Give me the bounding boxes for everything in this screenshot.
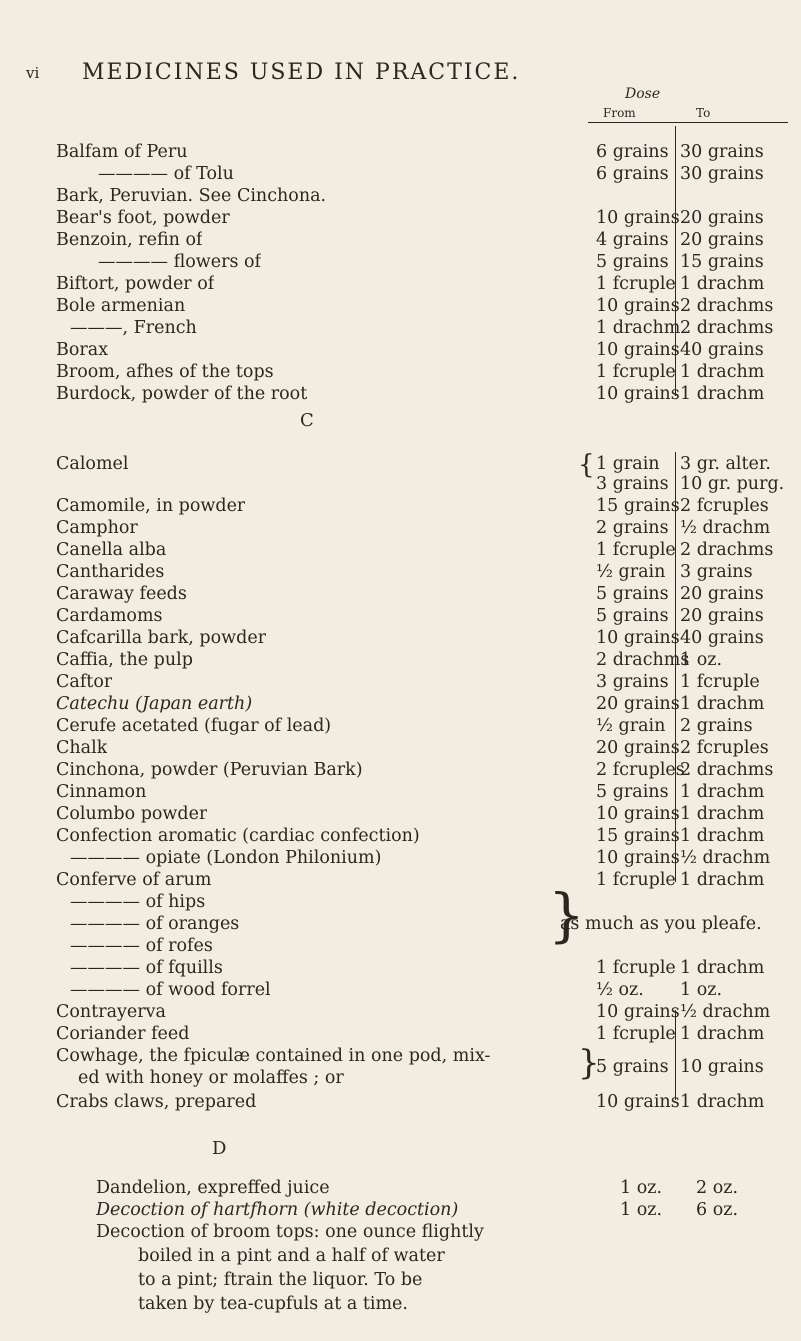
table-row (0, 184, 801, 208)
dose-from: 15 grains (596, 496, 680, 516)
medicine-name: Cerufe acetated (fugar of lead) (56, 716, 332, 736)
page-number: vi (26, 64, 40, 82)
dose-from: 5 grains (596, 1057, 669, 1077)
from-column-header: From (603, 106, 636, 120)
medicine-name: Crabs claws, prepared (56, 1092, 257, 1112)
medicine-name: ———— flowers of (98, 252, 262, 272)
dose-from: 20 grains (596, 694, 680, 714)
medicine-name: Caraway feeds (56, 584, 187, 604)
section-letter-c: C (300, 410, 314, 431)
table-row (0, 206, 801, 230)
dose-from: 15 grains (596, 826, 680, 846)
medicine-name: ———, French (70, 318, 197, 338)
dose-from: 6 grains (596, 164, 669, 184)
dose-to: 3 grains (680, 562, 753, 582)
dose-from: 10 grains (596, 1002, 680, 1022)
dose-from: 10 grains (596, 340, 680, 360)
medicine-name: Catechu (Japan earth) (56, 694, 253, 714)
dose-to: ½ drachm (680, 518, 771, 538)
table-row (0, 360, 801, 384)
table-row (0, 1198, 801, 1222)
decoction-broom-note (96, 1220, 484, 1316)
table-row (0, 648, 801, 672)
medicine-name: Biftort, powder of (56, 274, 215, 294)
table-row (0, 934, 801, 958)
dose-from: 5 grains (596, 606, 669, 626)
table-row (0, 162, 801, 186)
dose-from: 1 grain (596, 454, 660, 474)
dose-to: 1 drachm (680, 274, 765, 294)
table-row (0, 316, 801, 340)
medicine-name: Canella alba (56, 540, 167, 560)
dose-to: 1 drachm (680, 870, 765, 890)
dose-to: 2 fcruples (680, 496, 769, 516)
table-row (0, 538, 801, 562)
dose-to: 1 drachm (680, 1024, 765, 1044)
table-row (0, 978, 801, 1002)
dose-from: 10 grains (596, 296, 680, 316)
dose-to: ½ drachm (680, 848, 771, 868)
dose-to: 30 grains (680, 142, 764, 162)
dose-to: 20 grains (680, 606, 764, 626)
medicine-name: Decoction of hartfhorn (white decoction) (96, 1200, 459, 1220)
dose-from: 4 grains (596, 230, 669, 250)
dose-from: ½ oz. (596, 980, 644, 1000)
dose-from: 10 grains (596, 1092, 680, 1112)
table-row (0, 604, 801, 628)
table-row (0, 846, 801, 870)
table-row (0, 1176, 801, 1200)
dose-to: 40 grains (680, 628, 764, 648)
dose-from: 10 grains (596, 848, 680, 868)
medicine-name: Caftor (56, 672, 113, 692)
dose-from: 10 grains (596, 208, 680, 228)
dose-to: 2 drachms (680, 540, 774, 560)
dose-from: 1 fcruple (596, 958, 676, 978)
medicine-name: Bear's foot, powder (56, 208, 230, 228)
table-row (0, 780, 801, 804)
dose-from: 10 grains (596, 384, 680, 404)
dose-from: 2 drachms (596, 650, 690, 670)
dose-to: 1 drachm (680, 362, 765, 382)
table-row (0, 956, 801, 980)
medicine-name: ———— of rofes (70, 936, 213, 956)
dose-to: 20 grains (680, 208, 764, 228)
table-row (0, 1090, 801, 1114)
medicine-name: Caffia, the pulp (56, 650, 193, 670)
table-row (0, 1000, 801, 1024)
table-row (0, 560, 801, 584)
medicine-name: Dandelion, expreffed juice (96, 1178, 330, 1198)
dose-from: 3 grains (596, 672, 669, 692)
medicine-name: ———— of wood forrel (70, 980, 271, 1000)
note-line: Decoction of broom tops: one ounce flightly (96, 1222, 484, 1242)
conserve-brace: } (548, 881, 585, 949)
table-row (0, 272, 801, 296)
dose-from: 2 grains (596, 518, 669, 538)
table-row (0, 494, 801, 518)
medicine-name: Camomile, in powder (56, 496, 246, 516)
table-row (0, 758, 801, 782)
dose-from: 1 fcruple (596, 1024, 676, 1044)
dose-to: 2 drachms (680, 296, 774, 316)
table-row (0, 670, 801, 694)
table-row (0, 1066, 801, 1090)
dose-to: 1 drachm (680, 782, 765, 802)
medicine-name: Cowhage, the fpiculæ contained in one pod, mix- (56, 1046, 491, 1066)
medicine-name: ———— of oranges (70, 914, 240, 934)
medicine-name: Balfam of Peru (56, 142, 188, 162)
section-letter-d: D (212, 1138, 227, 1159)
medicine-name: Cafcarilla bark, powder (56, 628, 267, 648)
table-row (0, 868, 801, 892)
dose-from: 5 grains (596, 782, 669, 802)
dose-to: 1 oz. (680, 650, 723, 670)
medicine-name: Calomel (56, 454, 129, 474)
dose-from: 1 drachm (596, 318, 681, 338)
dose-from: ½ grain (596, 716, 666, 736)
medicine-name: Burdock, powder of the root (56, 384, 308, 404)
table-row (0, 294, 801, 318)
dose-to: 3 gr. alter. (680, 454, 771, 474)
table-row (0, 692, 801, 716)
medicine-name: ed with honey or molaffes ; or (78, 1068, 344, 1088)
to-column-header: To (696, 106, 711, 120)
medicine-name: Benzoin, refin of (56, 230, 203, 250)
dose-to: 2 drachms (680, 760, 774, 780)
dose-from: 20 grains (596, 738, 680, 758)
dose-column-header: Dose (625, 86, 661, 102)
medicine-name: ———— opiate (London Philonium) (70, 848, 382, 868)
dose-from: 2 fcruples (596, 760, 685, 780)
dose-to: 1 oz. (680, 980, 723, 1000)
dose-to: 15 grains (680, 252, 764, 272)
table-row (0, 890, 801, 914)
medicine-name: ———— of Tolu (98, 164, 234, 184)
dose-to: 1 drachm (680, 804, 765, 824)
dose-to: 40 grains (680, 340, 764, 360)
table-row (0, 472, 801, 496)
table-row (0, 250, 801, 274)
medicine-name: Columbo powder (56, 804, 208, 824)
dose-to: 2 grains (680, 716, 753, 736)
dose-from: 1 oz. (620, 1178, 663, 1198)
dose-to: 10 grains (680, 1057, 764, 1077)
medicine-name: Bark, Peruvian. See Cinchona. (56, 186, 327, 206)
dose-to: 30 grains (680, 164, 764, 184)
medicine-name: Cantharides (56, 562, 165, 582)
table-row (0, 1022, 801, 1046)
dose-from: 3 grains (596, 474, 669, 494)
medicine-name: Borax (56, 340, 109, 360)
medicine-name: Bole armenian (56, 296, 186, 316)
dose-to: 2 oz. (696, 1178, 739, 1198)
page-title: MEDICINES USED IN PRACTICE. (82, 60, 521, 85)
calomel-brace: { (578, 450, 595, 480)
note-line: boiled in a pint and a half of water (138, 1246, 445, 1266)
dose-to: 2 drachms (680, 318, 774, 338)
dose-to: 1 drachm (680, 826, 765, 846)
dose-from: ½ grain (596, 562, 666, 582)
table-row (0, 516, 801, 540)
medicine-name: Coriander feed (56, 1024, 190, 1044)
dose-from: 1 oz. (620, 1200, 663, 1220)
dose-from: 10 grains (596, 804, 680, 824)
dose-to: 2 fcruples (680, 738, 769, 758)
dose-from: 1 fcruple (596, 274, 676, 294)
table-row (0, 912, 801, 936)
table-row (0, 140, 801, 164)
medicine-name: Cinnamon (56, 782, 147, 802)
table-row (0, 338, 801, 362)
dose-to: 6 oz. (696, 1200, 739, 1220)
medicine-name: Contrayerva (56, 1002, 166, 1022)
medicine-name: Chalk (56, 738, 108, 758)
note-line: to a pint; ftrain the liquor. To be (138, 1270, 423, 1290)
table-row (0, 626, 801, 650)
dose-to: 1 drachm (680, 958, 765, 978)
dose-note: as much as you pleafe. (560, 914, 762, 934)
medicine-name: Broom, afhes of the tops (56, 362, 274, 382)
cowhage-brace: } (578, 1043, 600, 1083)
table-row (0, 824, 801, 848)
table-row (0, 802, 801, 826)
dose-from: 1 fcruple (596, 870, 676, 890)
medicine-name: Cinchona, powder (Peruvian Bark) (56, 760, 363, 780)
dose-from: 10 grains (596, 628, 680, 648)
dose-from: 1 fcruple (596, 362, 676, 382)
dose-from: 1 fcruple (596, 540, 676, 560)
medicine-name: Cardamoms (56, 606, 163, 626)
dose-to: ½ drachm (680, 1002, 771, 1022)
dose-from: 5 grains (596, 584, 669, 604)
dose-to: 20 grains (680, 584, 764, 604)
medicine-name: Conferve of arum (56, 870, 212, 890)
dose-from: 5 grains (596, 252, 669, 272)
medicine-name: Camphor (56, 518, 138, 538)
dose-to: 20 grains (680, 230, 764, 250)
note-line: taken by tea-cupfuls at a time. (138, 1294, 408, 1314)
medicine-name: Confection aromatic (cardiac confection) (56, 826, 420, 846)
dose-to: 1 drachm (680, 1092, 765, 1112)
dose-to: 1 fcruple (680, 672, 760, 692)
table-row (0, 382, 801, 406)
dose-to: 10 gr. purg. (680, 474, 785, 494)
table-row (0, 228, 801, 252)
dose-to: 1 drachm (680, 384, 765, 404)
medicine-name: ———— of hips (70, 892, 206, 912)
dose-from: 6 grains (596, 142, 669, 162)
medicine-name: ———— of fquills (70, 958, 223, 978)
table-row (0, 714, 801, 738)
dose-to: 1 drachm (680, 694, 765, 714)
header-brace-rule (588, 122, 788, 123)
table-row (0, 736, 801, 760)
table-row (0, 582, 801, 606)
